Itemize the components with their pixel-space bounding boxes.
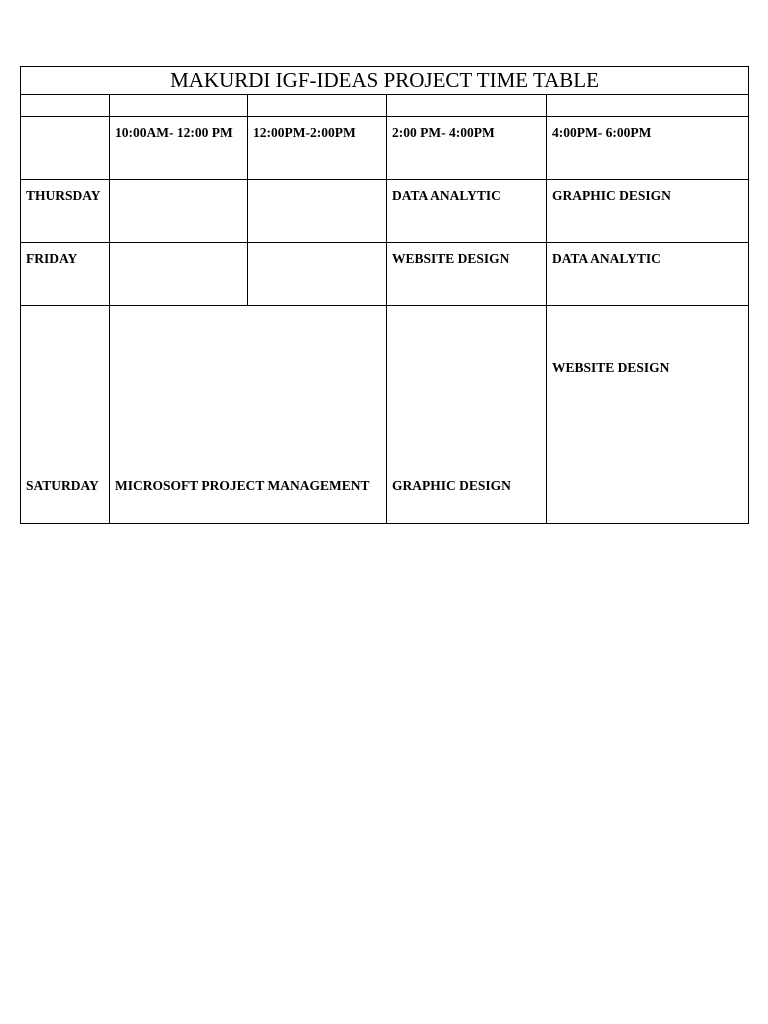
schedule-cell bbox=[248, 180, 387, 243]
time-slot-header-row bbox=[21, 117, 749, 180]
day-label: SATURDAY bbox=[21, 306, 110, 524]
schedule-cell bbox=[110, 243, 248, 306]
blank-cell bbox=[387, 95, 547, 117]
corner-cell bbox=[21, 117, 110, 180]
day-label: THURSDAY bbox=[21, 180, 110, 243]
blank-cell bbox=[110, 95, 248, 117]
schedule-cell bbox=[110, 180, 248, 243]
blank-cell bbox=[547, 95, 749, 117]
time-slot-header: 10:00AM- 12:00 PM bbox=[110, 117, 248, 180]
schedule-cell: WEBSITE DESIGN bbox=[547, 306, 749, 524]
blank-cell bbox=[21, 95, 110, 117]
schedule-cell bbox=[248, 243, 387, 306]
schedule-cell: DATA ANALYTIC bbox=[387, 180, 547, 243]
schedule-cell: GRAPHIC DESIGN bbox=[547, 180, 749, 243]
schedule-cell: DATA ANALYTIC bbox=[547, 243, 749, 306]
title-row bbox=[21, 67, 749, 95]
schedule-cell: GRAPHIC DESIGN bbox=[387, 306, 547, 524]
blank-row bbox=[21, 95, 749, 117]
time-slot-header: 4:00PM- 6:00PM bbox=[547, 117, 749, 180]
page-title: MAKURDI IGF-IDEAS PROJECT TIME TABLE bbox=[21, 67, 749, 95]
saturday-row bbox=[21, 306, 749, 524]
timetable bbox=[20, 66, 749, 524]
day-label: FRIDAY bbox=[21, 243, 110, 306]
schedule-cell: MICROSOFT PROJECT MANAGEMENT bbox=[110, 306, 387, 524]
time-slot-header: 12:00PM-2:00PM bbox=[248, 117, 387, 180]
blank-cell bbox=[248, 95, 387, 117]
schedule-cell: WEBSITE DESIGN bbox=[387, 243, 547, 306]
thursday-row bbox=[21, 180, 749, 243]
friday-row bbox=[21, 243, 749, 306]
time-slot-header: 2:00 PM- 4:00PM bbox=[387, 117, 547, 180]
